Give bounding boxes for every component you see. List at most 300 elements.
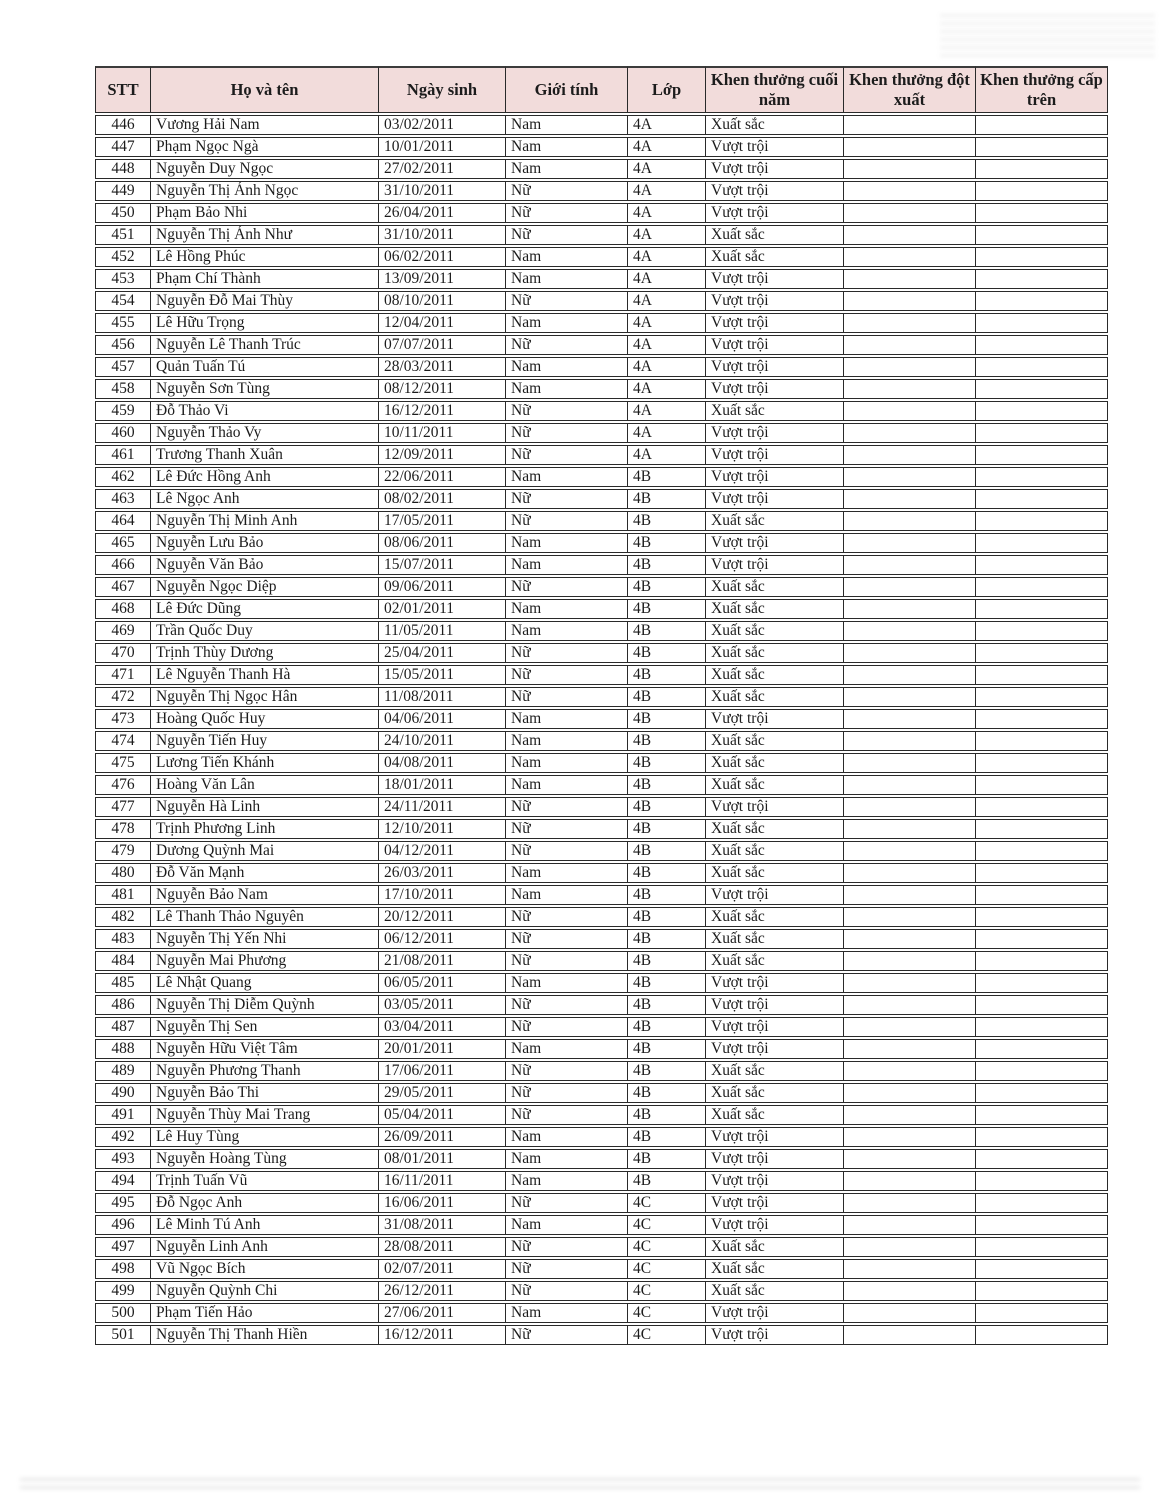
cell-award_year: Vượt trội: [705, 467, 843, 487]
cell-stt: 454: [95, 291, 150, 311]
cell-class: 4B: [627, 533, 705, 553]
table-row: [95, 203, 1108, 223]
cell-award_sudden: [843, 533, 975, 553]
cell-award_sudden: [843, 1149, 975, 1169]
cell-class: 4B: [627, 995, 705, 1015]
cell-dob: 12/10/2011: [378, 819, 505, 839]
cell-name: Nguyễn Hữu Việt Tâm: [150, 1039, 378, 1059]
cell-award_sudden: [843, 753, 975, 773]
cell-award_sudden: [843, 1259, 975, 1279]
table-row: [95, 313, 1108, 333]
cell-award_senior: [975, 951, 1108, 971]
cell-award_sudden: [843, 841, 975, 861]
table-row: [95, 1325, 1108, 1345]
column-header-stt: STT: [95, 66, 150, 113]
cell-name: Nguyễn Hà Linh: [150, 797, 378, 817]
cell-gender: Nữ: [505, 665, 627, 685]
cell-stt: 499: [95, 1281, 150, 1301]
cell-stt: 446: [95, 115, 150, 135]
cell-award_sudden: [843, 1237, 975, 1257]
cell-award_year: Xuất sắc: [705, 1083, 843, 1103]
cell-class: 4B: [627, 665, 705, 685]
cell-award_year: Vượt trội: [705, 357, 843, 377]
table-row: [95, 885, 1108, 905]
table-row: [95, 115, 1108, 135]
cell-dob: 02/01/2011: [378, 599, 505, 619]
cell-award_year: Xuất sắc: [705, 511, 843, 531]
table-row: [95, 1237, 1108, 1257]
cell-dob: 26/03/2011: [378, 863, 505, 883]
table-row: [95, 687, 1108, 707]
cell-stt: 486: [95, 995, 150, 1015]
cell-class: 4B: [627, 907, 705, 927]
cell-gender: Nữ: [505, 1017, 627, 1037]
cell-name: Nguyễn Thị Thanh Hiền: [150, 1325, 378, 1345]
cell-award_year: Vượt trội: [705, 709, 843, 729]
cell-class: 4B: [627, 1061, 705, 1081]
cell-stt: 455: [95, 313, 150, 333]
table-row: [95, 731, 1108, 751]
cell-dob: 09/06/2011: [378, 577, 505, 597]
cell-gender: Nữ: [505, 929, 627, 949]
cell-award_senior: [975, 665, 1108, 685]
cell-class: 4A: [627, 159, 705, 179]
cell-dob: 06/02/2011: [378, 247, 505, 267]
scan-ghost-artifact-top: [940, 14, 1155, 58]
table-row: [95, 1171, 1108, 1191]
cell-award_sudden: [843, 1083, 975, 1103]
scan-ghost-artifact-bottom: [20, 1478, 1140, 1492]
cell-dob: 24/10/2011: [378, 731, 505, 751]
table-row: [95, 995, 1108, 1015]
cell-award_senior: [975, 137, 1108, 157]
cell-award_year: Vượt trội: [705, 555, 843, 575]
cell-class: 4C: [627, 1193, 705, 1213]
cell-class: 4B: [627, 885, 705, 905]
cell-dob: 05/04/2011: [378, 1105, 505, 1125]
cell-name: Nguyễn Tiến Huy: [150, 731, 378, 751]
cell-award_senior: [975, 687, 1108, 707]
cell-award_year: Vượt trội: [705, 313, 843, 333]
cell-award_senior: [975, 159, 1108, 179]
cell-dob: 02/07/2011: [378, 1259, 505, 1279]
cell-name: Nguyễn Thùy Mai Trang: [150, 1105, 378, 1125]
cell-name: Lê Đức Dũng: [150, 599, 378, 619]
cell-stt: 492: [95, 1127, 150, 1147]
cell-award_year: Vượt trội: [705, 291, 843, 311]
cell-stt: 498: [95, 1259, 150, 1279]
cell-award_senior: [975, 247, 1108, 267]
cell-award_sudden: [843, 819, 975, 839]
cell-stt: 479: [95, 841, 150, 861]
cell-gender: Nam: [505, 159, 627, 179]
cell-award_senior: [975, 753, 1108, 773]
cell-award_year: Vượt trội: [705, 1215, 843, 1235]
cell-gender: Nữ: [505, 1193, 627, 1213]
cell-award_sudden: [843, 1105, 975, 1125]
cell-stt: 462: [95, 467, 150, 487]
cell-award_senior: [975, 291, 1108, 311]
table-row: [95, 621, 1108, 641]
cell-gender: Nam: [505, 973, 627, 993]
cell-class: 4A: [627, 203, 705, 223]
cell-class: 4B: [627, 577, 705, 597]
cell-class: 4A: [627, 291, 705, 311]
cell-award_sudden: [843, 929, 975, 949]
cell-class: 4B: [627, 775, 705, 795]
cell-award_sudden: [843, 885, 975, 905]
cell-class: 4A: [627, 247, 705, 267]
cell-award_year: Vượt trội: [705, 1325, 843, 1345]
cell-award_senior: [975, 1127, 1108, 1147]
cell-award_year: Xuất sắc: [705, 753, 843, 773]
cell-award_sudden: [843, 863, 975, 883]
cell-gender: Nữ: [505, 643, 627, 663]
table-row: [95, 269, 1108, 289]
cell-gender: Nam: [505, 621, 627, 641]
cell-name: Nguyễn Thị Ánh Như: [150, 225, 378, 245]
cell-name: Nguyễn Ngọc Diệp: [150, 577, 378, 597]
cell-award_year: Xuất sắc: [705, 1237, 843, 1257]
cell-stt: 494: [95, 1171, 150, 1191]
cell-award_year: Vượt trội: [705, 489, 843, 509]
cell-name: Phạm Bảo Nhi: [150, 203, 378, 223]
cell-name: Phạm Ngọc Ngà: [150, 137, 378, 157]
cell-award_year: Vượt trội: [705, 797, 843, 817]
cell-award_sudden: [843, 1193, 975, 1213]
cell-name: Hoàng Văn Lân: [150, 775, 378, 795]
cell-stt: 497: [95, 1237, 150, 1257]
cell-award_senior: [975, 929, 1108, 949]
cell-award_year: Xuất sắc: [705, 907, 843, 927]
cell-award_senior: [975, 1237, 1108, 1257]
cell-award_year: Vượt trội: [705, 1171, 843, 1191]
table-row: [95, 467, 1108, 487]
cell-award_senior: [975, 797, 1108, 817]
cell-dob: 28/08/2011: [378, 1237, 505, 1257]
table-row: [95, 511, 1108, 531]
cell-award_sudden: [843, 1127, 975, 1147]
cell-stt: 465: [95, 533, 150, 553]
cell-stt: 450: [95, 203, 150, 223]
cell-gender: Nữ: [505, 819, 627, 839]
cell-award_sudden: [843, 1061, 975, 1081]
cell-name: Nguyễn Lê Thanh Trúc: [150, 335, 378, 355]
cell-class: 4B: [627, 973, 705, 993]
cell-name: Nguyễn Văn Bảo: [150, 555, 378, 575]
cell-award_sudden: [843, 731, 975, 751]
cell-dob: 06/05/2011: [378, 973, 505, 993]
table-row: [95, 973, 1108, 993]
cell-name: Lê Nguyễn Thanh Hà: [150, 665, 378, 685]
cell-award_sudden: [843, 973, 975, 993]
table-row: [95, 599, 1108, 619]
cell-name: Vũ Ngọc Bích: [150, 1259, 378, 1279]
cell-dob: 20/12/2011: [378, 907, 505, 927]
cell-gender: Nữ: [505, 577, 627, 597]
cell-award_sudden: [843, 489, 975, 509]
table-row: [95, 159, 1108, 179]
cell-award_sudden: [843, 775, 975, 795]
cell-class: 4B: [627, 643, 705, 663]
cell-name: Nguyễn Bảo Nam: [150, 885, 378, 905]
cell-dob: 11/05/2011: [378, 621, 505, 641]
cell-gender: Nam: [505, 1149, 627, 1169]
cell-award_year: Xuất sắc: [705, 401, 843, 421]
cell-class: 4C: [627, 1325, 705, 1345]
cell-class: 4A: [627, 401, 705, 421]
cell-award_sudden: [843, 665, 975, 685]
cell-award_sudden: [843, 313, 975, 333]
cell-award_year: Xuất sắc: [705, 115, 843, 135]
cell-award_year: Vượt trội: [705, 1039, 843, 1059]
cell-gender: Nữ: [505, 225, 627, 245]
cell-dob: 08/06/2011: [378, 533, 505, 553]
cell-dob: 10/11/2011: [378, 423, 505, 443]
cell-dob: 08/01/2011: [378, 1149, 505, 1169]
cell-award_sudden: [843, 291, 975, 311]
cell-name: Lê Minh Tú Anh: [150, 1215, 378, 1235]
cell-stt: 491: [95, 1105, 150, 1125]
cell-class: 4B: [627, 489, 705, 509]
cell-dob: 21/08/2011: [378, 951, 505, 971]
cell-class: 4B: [627, 1017, 705, 1037]
cell-gender: Nam: [505, 1127, 627, 1147]
cell-dob: 04/06/2011: [378, 709, 505, 729]
cell-gender: Nam: [505, 269, 627, 289]
cell-award_year: Vượt trội: [705, 137, 843, 157]
cell-dob: 26/09/2011: [378, 1127, 505, 1147]
cell-stt: 456: [95, 335, 150, 355]
cell-stt: 449: [95, 181, 150, 201]
cell-dob: 31/08/2011: [378, 1215, 505, 1235]
table-row: [95, 753, 1108, 773]
cell-dob: 03/02/2011: [378, 115, 505, 135]
cell-award_senior: [975, 621, 1108, 641]
cell-award_senior: [975, 841, 1108, 861]
table-row: [95, 533, 1108, 553]
cell-class: 4B: [627, 599, 705, 619]
cell-name: Phạm Chí Thành: [150, 269, 378, 289]
cell-award_sudden: [843, 511, 975, 531]
cell-award_sudden: [843, 1325, 975, 1345]
cell-gender: Nam: [505, 467, 627, 487]
cell-name: Đỗ Văn Mạnh: [150, 863, 378, 883]
cell-dob: 18/01/2011: [378, 775, 505, 795]
cell-name: Lê Nhật Quang: [150, 973, 378, 993]
table-row: [95, 445, 1108, 465]
cell-class: 4A: [627, 115, 705, 135]
table-row: [95, 1281, 1108, 1301]
cell-class: 4B: [627, 687, 705, 707]
cell-gender: Nữ: [505, 1325, 627, 1345]
cell-award_year: Vượt trội: [705, 1127, 843, 1147]
cell-gender: Nữ: [505, 401, 627, 421]
cell-gender: Nữ: [505, 797, 627, 817]
cell-dob: 20/01/2011: [378, 1039, 505, 1059]
cell-class: 4C: [627, 1259, 705, 1279]
cell-award_year: Vượt trội: [705, 885, 843, 905]
cell-award_senior: [975, 577, 1108, 597]
cell-dob: 10/01/2011: [378, 137, 505, 157]
cell-dob: 17/10/2011: [378, 885, 505, 905]
cell-gender: Nam: [505, 247, 627, 267]
cell-dob: 27/02/2011: [378, 159, 505, 179]
cell-stt: 474: [95, 731, 150, 751]
table-row: [95, 489, 1108, 509]
cell-gender: Nữ: [505, 181, 627, 201]
cell-dob: 16/06/2011: [378, 1193, 505, 1213]
cell-name: Trịnh Tuấn Vũ: [150, 1171, 378, 1191]
cell-award_year: Xuất sắc: [705, 731, 843, 751]
cell-name: Đỗ Thảo Vi: [150, 401, 378, 421]
cell-award_year: Xuất sắc: [705, 643, 843, 663]
table-row: [95, 1303, 1108, 1323]
cell-stt: 477: [95, 797, 150, 817]
cell-class: 4A: [627, 445, 705, 465]
cell-class: 4A: [627, 269, 705, 289]
table-header: [95, 66, 1108, 113]
table-row: [95, 1149, 1108, 1169]
cell-dob: 25/04/2011: [378, 643, 505, 663]
cell-award_year: Xuất sắc: [705, 665, 843, 685]
cell-award_senior: [975, 907, 1108, 927]
table-row: [95, 555, 1108, 575]
cell-award_senior: [975, 863, 1108, 883]
cell-award_sudden: [843, 797, 975, 817]
cell-dob: 16/12/2011: [378, 1325, 505, 1345]
cell-name: Nguyễn Thị Minh Anh: [150, 511, 378, 531]
cell-award_senior: [975, 885, 1108, 905]
cell-dob: 22/06/2011: [378, 467, 505, 487]
cell-dob: 16/12/2011: [378, 401, 505, 421]
cell-gender: Nam: [505, 313, 627, 333]
cell-award_senior: [975, 1193, 1108, 1213]
cell-award_sudden: [843, 203, 975, 223]
cell-stt: 490: [95, 1083, 150, 1103]
cell-award_senior: [975, 1105, 1108, 1125]
cell-name: Lê Hồng Phúc: [150, 247, 378, 267]
cell-class: 4B: [627, 621, 705, 641]
cell-dob: 16/11/2011: [378, 1171, 505, 1191]
cell-name: Vương Hải Nam: [150, 115, 378, 135]
cell-award_senior: [975, 819, 1108, 839]
cell-dob: 06/12/2011: [378, 929, 505, 949]
cell-gender: Nữ: [505, 907, 627, 927]
cell-dob: 17/06/2011: [378, 1061, 505, 1081]
cell-award_year: Xuất sắc: [705, 599, 843, 619]
cell-class: 4B: [627, 753, 705, 773]
cell-stt: 484: [95, 951, 150, 971]
cell-award_year: Xuất sắc: [705, 841, 843, 861]
cell-dob: 08/02/2011: [378, 489, 505, 509]
table-row: [95, 291, 1108, 311]
cell-gender: Nữ: [505, 423, 627, 443]
cell-stt: 461: [95, 445, 150, 465]
table-row: [95, 335, 1108, 355]
cell-class: 4B: [627, 841, 705, 861]
cell-stt: 457: [95, 357, 150, 377]
cell-name: Nguyễn Duy Ngọc: [150, 159, 378, 179]
cell-award_year: Vượt trội: [705, 335, 843, 355]
table-row: [95, 137, 1108, 157]
cell-name: Nguyễn Phương Thanh: [150, 1061, 378, 1081]
cell-name: Nguyễn Thị Ngọc Hân: [150, 687, 378, 707]
cell-stt: 478: [95, 819, 150, 839]
cell-award_senior: [975, 1017, 1108, 1037]
cell-award_year: Vượt trội: [705, 973, 843, 993]
table-row: [95, 929, 1108, 949]
cell-name: Trần Quốc Duy: [150, 621, 378, 641]
cell-gender: Nam: [505, 885, 627, 905]
cell-dob: 12/04/2011: [378, 313, 505, 333]
cell-stt: 472: [95, 687, 150, 707]
cell-award_sudden: [843, 1039, 975, 1059]
cell-award_sudden: [843, 577, 975, 597]
cell-award_senior: [975, 599, 1108, 619]
cell-award_year: Xuất sắc: [705, 1105, 843, 1125]
cell-award_sudden: [843, 1303, 975, 1323]
cell-award_senior: [975, 401, 1108, 421]
cell-dob: 03/05/2011: [378, 995, 505, 1015]
table-row: [95, 1061, 1108, 1081]
cell-stt: 473: [95, 709, 150, 729]
cell-dob: 12/09/2011: [378, 445, 505, 465]
cell-class: 4B: [627, 1149, 705, 1169]
cell-stt: 500: [95, 1303, 150, 1323]
cell-name: Nguyễn Thị Diễm Quỳnh: [150, 995, 378, 1015]
cell-name: Nguyễn Thị Yến Nhi: [150, 929, 378, 949]
cell-class: 4A: [627, 423, 705, 443]
cell-dob: 07/07/2011: [378, 335, 505, 355]
cell-stt: 485: [95, 973, 150, 993]
cell-award_sudden: [843, 1215, 975, 1235]
cell-class: 4B: [627, 1083, 705, 1103]
cell-gender: Nam: [505, 533, 627, 553]
cell-award_senior: [975, 731, 1108, 751]
cell-award_year: Xuất sắc: [705, 687, 843, 707]
cell-class: 4B: [627, 951, 705, 971]
cell-class: 4B: [627, 863, 705, 883]
cell-class: 4A: [627, 335, 705, 355]
cell-award_senior: [975, 1171, 1108, 1191]
cell-award_sudden: [843, 467, 975, 487]
cell-class: 4B: [627, 555, 705, 575]
table-row: [95, 819, 1108, 839]
table-row: [95, 775, 1108, 795]
cell-award_sudden: [843, 247, 975, 267]
cell-name: Dương Quỳnh Mai: [150, 841, 378, 861]
cell-dob: 26/04/2011: [378, 203, 505, 223]
cell-award_senior: [975, 1149, 1108, 1169]
cell-gender: Nữ: [505, 291, 627, 311]
cell-award_senior: [975, 181, 1108, 201]
cell-class: 4B: [627, 1105, 705, 1125]
cell-name: Nguyễn Thị Sen: [150, 1017, 378, 1037]
cell-award_senior: [975, 225, 1108, 245]
cell-name: Nguyễn Đỗ Mai Thùy: [150, 291, 378, 311]
cell-gender: Nam: [505, 1039, 627, 1059]
cell-award_sudden: [843, 1017, 975, 1037]
cell-gender: Nữ: [505, 511, 627, 531]
table-row: [95, 797, 1108, 817]
cell-dob: 27/06/2011: [378, 1303, 505, 1323]
cell-award_senior: [975, 203, 1108, 223]
cell-stt: 489: [95, 1061, 150, 1081]
cell-award_sudden: [843, 445, 975, 465]
cell-dob: 31/10/2011: [378, 181, 505, 201]
cell-award_senior: [975, 1039, 1108, 1059]
